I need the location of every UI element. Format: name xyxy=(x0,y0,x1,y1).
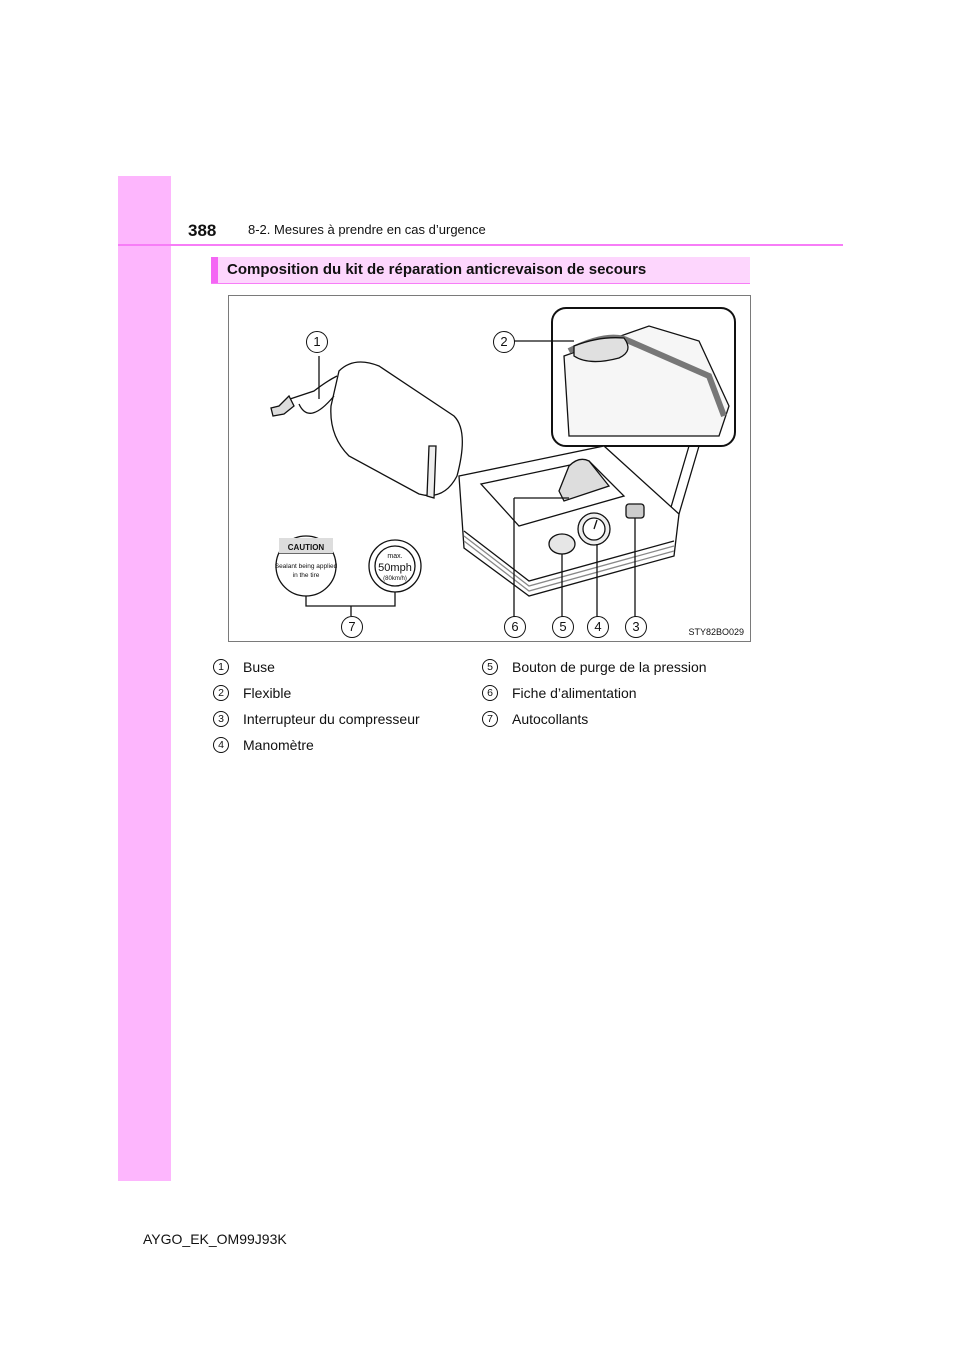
callout-6: 6 xyxy=(504,616,526,638)
item-number-icon: 5 xyxy=(482,659,498,675)
item-number-icon: 4 xyxy=(213,737,229,753)
svg-text:in the tire: in the tire xyxy=(292,572,320,579)
caution-sticker-title: CAUTION xyxy=(287,543,325,552)
legend-label: Autocollants xyxy=(512,711,589,727)
legend-item xyxy=(213,706,420,732)
section-heading: 8-2. Mesures à prendre en cas d’urgence xyxy=(248,222,486,237)
callout-7: 7 xyxy=(341,616,363,638)
figure-code: STY82BO029 xyxy=(688,627,744,637)
legend-label: Interrupteur du compresseur xyxy=(243,711,420,727)
callout-1: 1 xyxy=(306,331,328,353)
callout-2: 2 xyxy=(493,331,515,353)
legend-right-column xyxy=(482,654,707,732)
legend-label: Flexible xyxy=(243,685,292,701)
legend-item xyxy=(482,654,707,680)
page-number: 388 xyxy=(188,221,217,240)
legend-label: Fiche d’alimentation xyxy=(512,685,637,701)
callout-5: 5 xyxy=(552,616,574,638)
legend-item xyxy=(213,654,420,680)
legend-label: Buse xyxy=(243,659,275,675)
item-number-icon: 1 xyxy=(213,659,229,675)
subsection-title: Composition du kit de réparation anticrevaison de secours xyxy=(227,261,647,278)
item-number-icon: 2 xyxy=(213,685,229,701)
item-number-icon: 7 xyxy=(482,711,498,727)
subsection-title-box xyxy=(211,257,750,284)
chapter-sidebar-tab xyxy=(118,176,171,1181)
svg-text:(80km/h): (80km/h) xyxy=(383,576,407,582)
legend-item xyxy=(213,680,420,706)
repair-kit-illustration xyxy=(228,295,751,642)
svg-text:max.: max. xyxy=(387,553,403,560)
item-number-icon: 3 xyxy=(213,711,229,727)
legend-item xyxy=(482,706,707,732)
header-rule xyxy=(118,244,843,246)
svg-text:50mph: 50mph xyxy=(378,562,412,574)
callout-4: 4 xyxy=(587,616,609,638)
item-number-icon: 6 xyxy=(482,685,498,701)
legend-item xyxy=(482,680,707,706)
document-code-footer: AYGO_EK_OM99J93K xyxy=(143,1231,287,1247)
svg-text:Sealant being applied: Sealant being applied xyxy=(274,563,338,570)
callout-3: 3 xyxy=(625,616,647,638)
legend-left-column xyxy=(213,654,420,758)
legend-item xyxy=(213,732,420,758)
title-accent-bar xyxy=(211,257,218,283)
legend-label: Bouton de purge de la pression xyxy=(512,659,707,675)
legend-label: Manomètre xyxy=(243,737,314,753)
